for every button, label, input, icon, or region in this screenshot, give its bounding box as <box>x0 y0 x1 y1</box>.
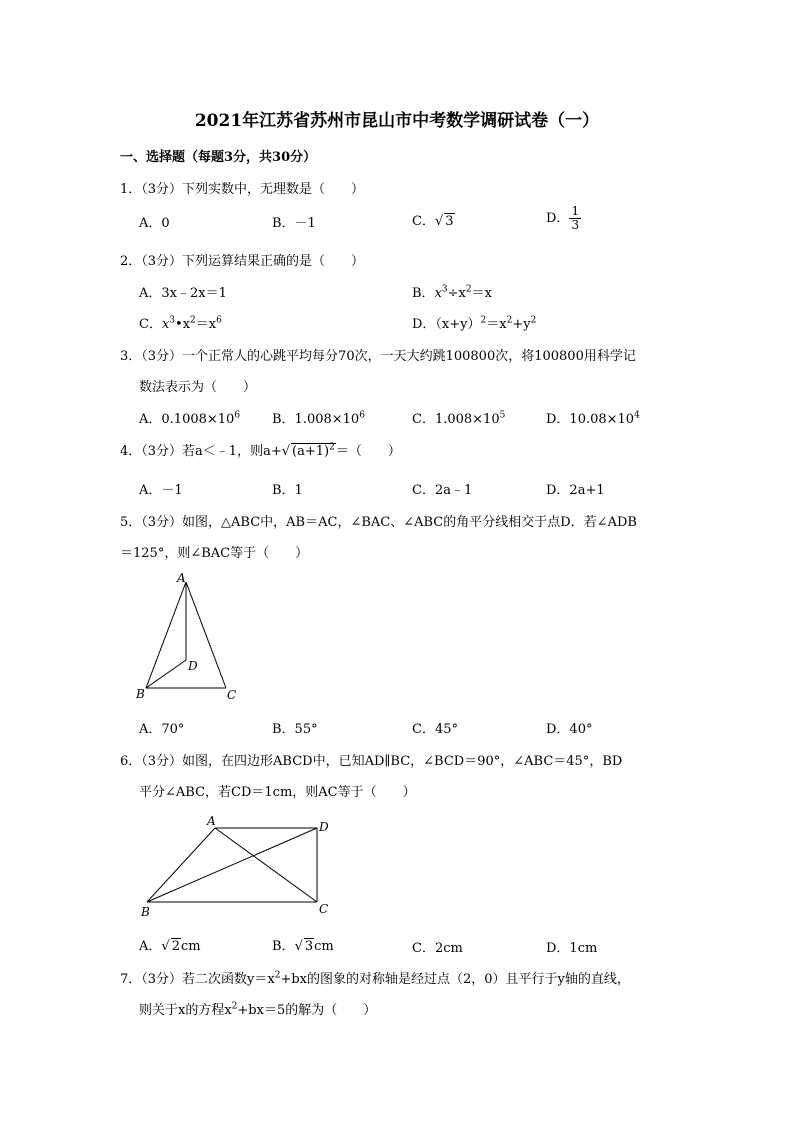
q6-diagonal-bd <box>147 828 317 902</box>
question-3-stem-line2: 数法表示为（ ） <box>139 380 257 395</box>
q5-label-a: A <box>177 571 186 585</box>
q1-option-a: A．0 <box>139 216 170 231</box>
q6-option-a: A．√ 2cm <box>139 939 201 954</box>
question-3-stem-line1: 3．（3分）一个正常人的心跳平均每分70次，一天大约跳100800次，将100800用科学记 <box>120 349 636 364</box>
q4-option-b: B．1 <box>272 483 303 498</box>
q6-label-c: C <box>319 902 329 916</box>
q2-option-b: B．$x^3\div x^2=x$ <box>412 284 492 301</box>
question-7-stem-line1: 7．（3分）若二次函数$y=x^2+bx$的图象的对称轴是经过点（2，0）且平行于y轴的直线， <box>120 970 630 987</box>
q1-option-d: D． $\frac{1}{3}$ <box>546 204 580 232</box>
q5-option-d: D．40° <box>546 722 593 737</box>
question-6-stem-line1: 6．（3分）如图，在四边形ABCD中，已知AD∥BC，∠BCD＝90°，∠ABC＝45°，BD <box>120 754 623 769</box>
q6-label-a: A <box>207 814 216 828</box>
q2-option-d: D．$(x+y)^2=x^2+y^2$ <box>412 315 537 332</box>
question-2-stem: 2．（3分）下列运算结果正确的是（ ） <box>120 254 365 269</box>
q6-quadrilateral-figure <box>135 812 345 922</box>
q6-side-ab <box>147 828 215 902</box>
q5-option-b: B．55° <box>272 722 318 737</box>
q1-option-b: B．－1 <box>272 216 316 231</box>
q5-triangle-figure <box>130 568 250 708</box>
q5-label-b: B <box>136 687 145 701</box>
q3-option-a: A．$0.1008\times 10^6$ <box>139 410 241 427</box>
q6-label-d: D <box>319 820 329 834</box>
q5-label-c: C <box>227 688 237 702</box>
question-5-stem-line1: 5．（3分）如图，△ABC中，AB＝AC，∠BAC、∠ABC的角平分线相交于点D．若∠ADB <box>120 515 637 530</box>
q5-label-d: D <box>188 659 198 673</box>
q3-option-c: C．$1.008\times 10^5$ <box>412 410 506 427</box>
question-5-stem-line2: ＝125°，则∠BAC等于（ ） <box>120 546 309 561</box>
q3-option-b: B．$1.008\times 10^6$ <box>272 410 365 427</box>
q1-option-c: C．√ 3 <box>412 214 454 229</box>
q2-option-c: C．$x^3•x^2=x^6$ <box>139 315 222 332</box>
q6-option-c: C．2cm <box>412 941 463 956</box>
q5-side-ab <box>146 582 186 688</box>
q5-option-c: C．45° <box>412 722 458 737</box>
q4-option-a: A．－1 <box>139 483 183 498</box>
question-1-stem: 1．（3分）下列实数中，无理数是（ ） <box>120 182 365 197</box>
question-7-stem-line2: 则关于x的方程$x^2+bx=5$的解为（ ） <box>139 1001 377 1018</box>
q5-option-a: A．70° <box>139 722 185 737</box>
q3-option-d: D．$10.08\times 10^4$ <box>546 410 640 427</box>
q4-option-d: D．2a+1 <box>546 483 605 498</box>
section-heading: 一、选择题（每题3分，共30分） <box>120 150 317 165</box>
q6-label-b: B <box>141 905 150 919</box>
page-title: 2021年江苏省苏州市昆山市中考数学调研试卷（一） <box>194 111 600 131</box>
q4-option-c: C．2a﹣1 <box>412 483 473 498</box>
q6-option-b: B．√ 3cm <box>272 939 334 954</box>
q5-segment-bd <box>146 660 186 688</box>
question-6-stem-line2: 平分∠ABC，若CD＝1cm，则AC等于（ ） <box>139 785 416 800</box>
q6-option-d: D．1cm <box>546 941 598 956</box>
question-4-stem: 4．（3分）若a＜﹣1，则a+√ $(a+1)^2=$（ ） <box>120 442 401 459</box>
q6-diagonal-ac <box>215 828 317 902</box>
q2-option-a: A．3x﹣2x＝1 <box>139 286 227 301</box>
